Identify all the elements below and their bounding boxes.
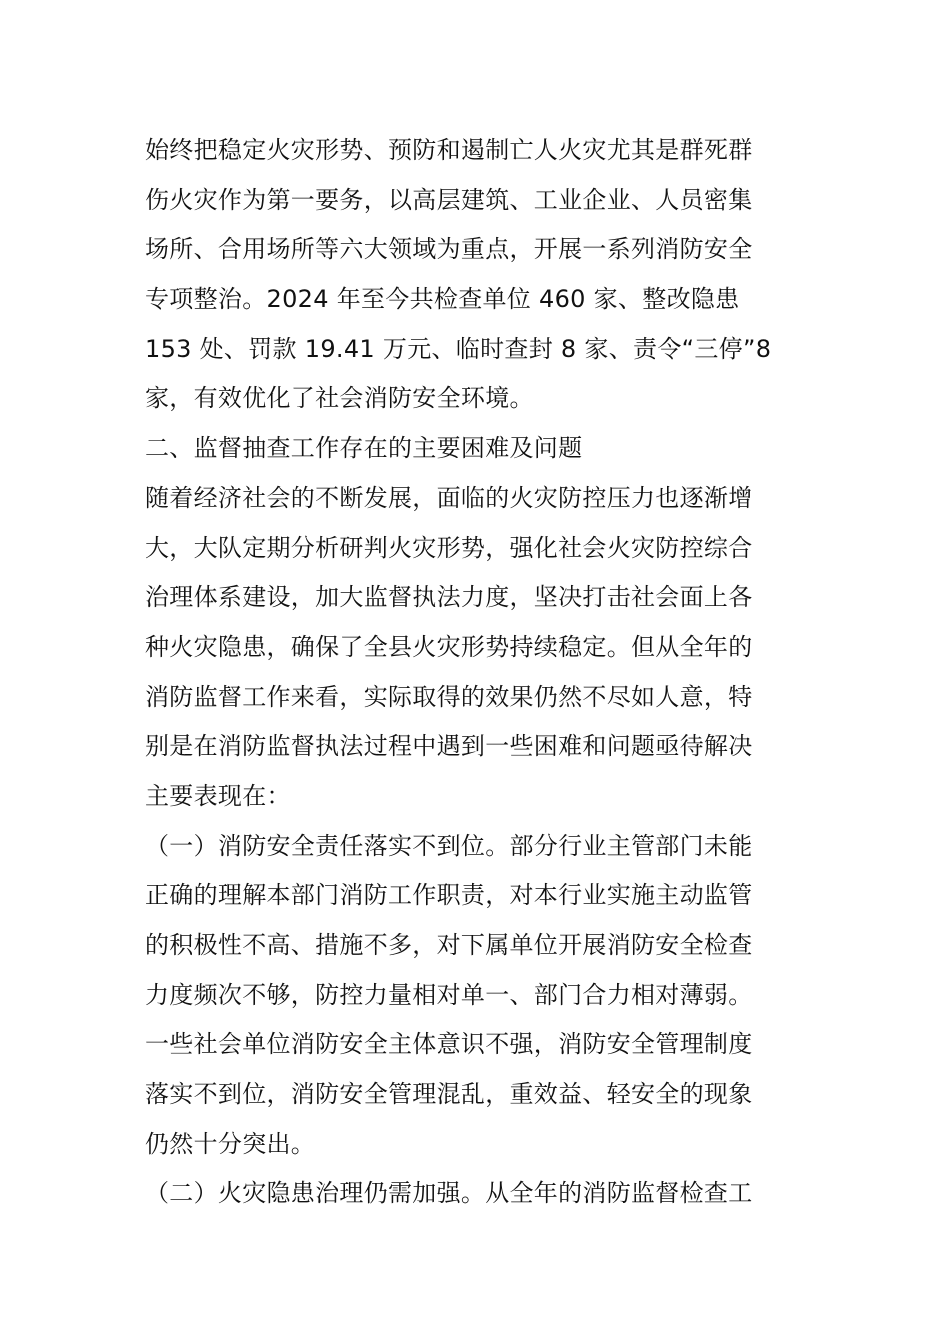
text-line: 力度频次不够，防控力量相对单一、部门合力相对薄弱。: [145, 980, 753, 1009]
text-line: 大，大队定期分析研判火灾形势，强化社会火灾防控综合: [145, 533, 753, 562]
text-line: 种火灾隐患，确保了全县火灾形势持续稳定。但从全年的: [145, 632, 753, 661]
text-line: 别是在消防监督执法过程中遇到一些困难和问题亟待解决: [145, 732, 753, 761]
text-line: 治理体系建设，加大监督执法力度，坚决打击社会面上各: [145, 583, 753, 612]
text-line: 的积极性不高、措施不多，对下属单位开展消防安全检查: [145, 931, 753, 959]
subsection-heading-line: （一）消防安全责任落实不到位。部分行业主管部门未能: [145, 831, 753, 860]
subsection-heading-line: （二）火灾隐患治理仍需加强。从全年的消防监督检查工: [145, 1179, 753, 1208]
text-line: 家，有效优化了社会消防安全环境。: [145, 384, 534, 413]
text-line: 153 处、罚款 19.41 万元、临时查封 8 家、责令“三停”8: [145, 334, 772, 363]
text-line: 落实不到位，消防安全管理混乱，重效益、轻安全的现象: [145, 1080, 753, 1109]
text-line: 始终把稳定火灾形势、预防和遏制亡人火灾尤其是群死群: [145, 136, 753, 164]
text-line: 一些社会单位消防安全主体意识不强，消防安全管理制度: [145, 1030, 753, 1059]
text-line: 专项整治。2024 年至今共检查单位 460 家、整改隐患: [145, 285, 740, 314]
text-line: 正确的理解本部门消防工作职责，对本行业实施主动监管: [145, 881, 753, 910]
text-line: 仍然十分突出。: [145, 1129, 316, 1158]
text-line: 伤火灾作为第一要务，以高层建筑、工业企业、人员密集: [145, 185, 753, 214]
text-line: 随着经济社会的不断发展，面临的火灾防控压力也逐渐增: [145, 483, 753, 512]
text-line: 场所、合用场所等六大领域为重点，开展一系列消防安全: [145, 235, 753, 264]
text-line: 主要表现在：: [145, 781, 291, 810]
document-body: [145, 126, 815, 1219]
section-heading: 二、监督抽查工作存在的主要困难及问题: [145, 434, 583, 463]
text-line: 消防监督工作来看，实际取得的效果仍然不尽如人意，特: [145, 682, 753, 711]
